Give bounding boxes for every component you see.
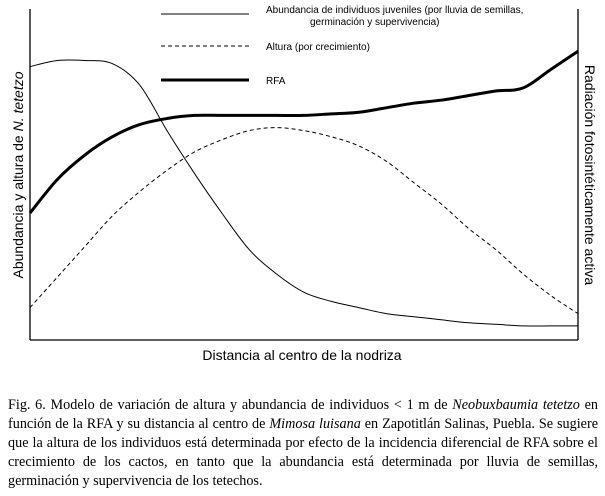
legend-label-rfa: RFA: [266, 76, 286, 87]
legend-label-abundancia-line2: germinación y supervivencia): [310, 17, 440, 28]
series-altura-line: [30, 128, 578, 314]
x-axis-title: Distancia al centro de la nodriza: [202, 347, 402, 363]
y-axis-right-title: Radiación fotosintéticamente activa: [582, 64, 598, 286]
series-abundancia-line: [30, 60, 578, 326]
series-rfa-line: [30, 51, 578, 213]
legend: [161, 5, 523, 87]
legend-label-abundancia-line1: Abundancia de individuos juveniles (por lluvia de semillas,: [266, 5, 524, 16]
legend-label-altura: Altura (por crecimiento): [266, 42, 370, 53]
y-axis-left-title: Abundancia y altura de N. tetetzo: [10, 71, 26, 279]
figure-caption: Fig. 6. Modelo de variación de altura y abundancia de individuos < 1 m de Neobuxbaumia tetetzo en función de la RFA y su distancia al centro de Mimosa luisana en Zapotitlán Salinas, Puebla. Se sugiere que la altura de los individuos está determinada por efecto de la incidencia diferencial de RFA sobre el crecimiento de los cactos, en tanto que la abundancia está determinada por lluvia de semillas, germinación y supervivencia de los tetechos.: [8, 397, 599, 489]
